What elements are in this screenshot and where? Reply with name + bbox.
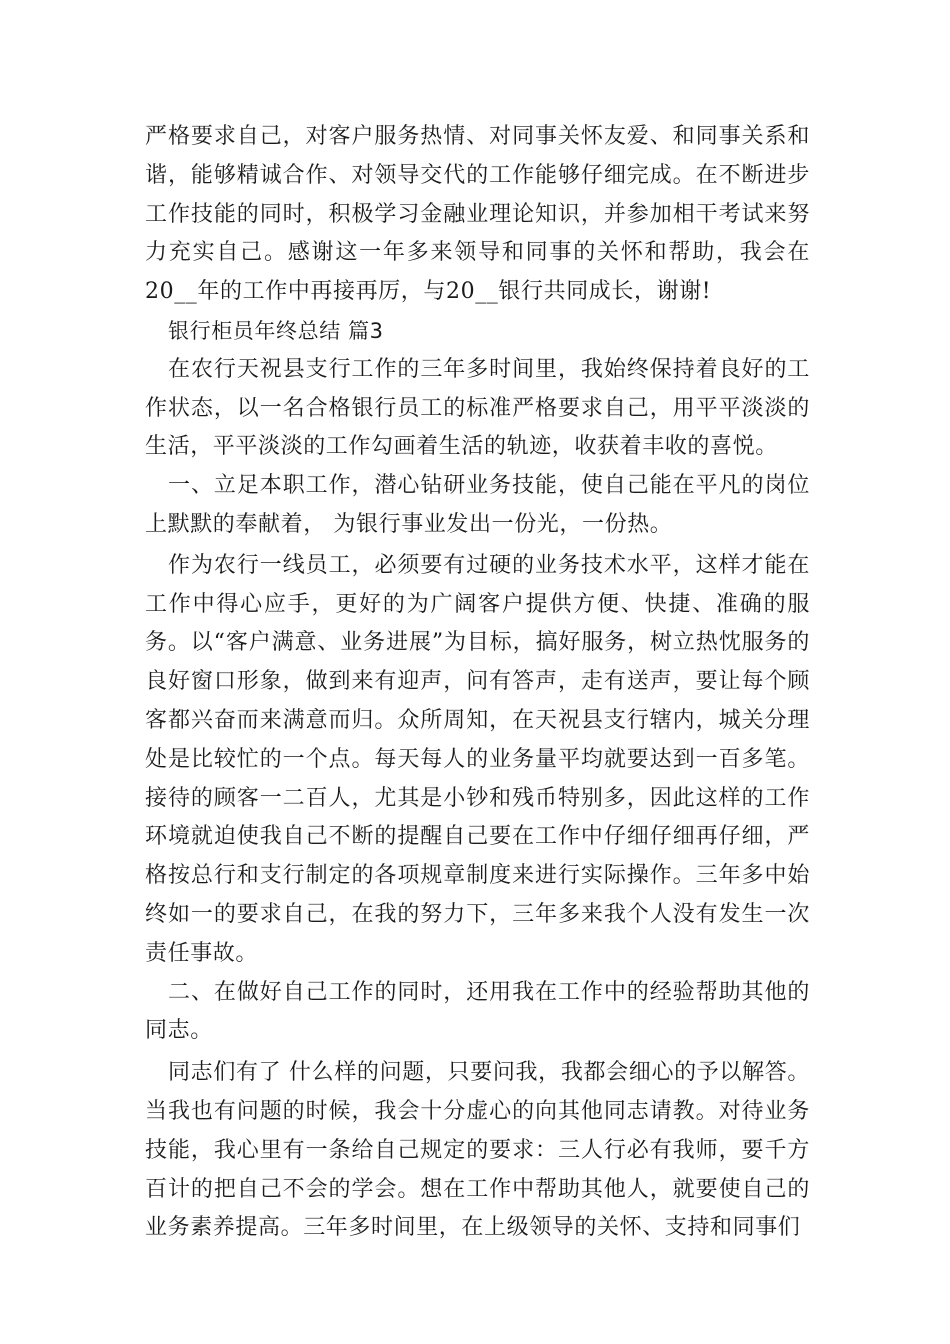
paragraph-intro: 在农行天祝县支行工作的三年多时间里，我始终保持着良好的工作状态，以一名合格银行员工的标准严格要求自己，用平平淡淡的生活，平平淡淡的工作勾画着生活的轨迹，收获着丰收的喜悦。: [145, 356, 810, 460]
document-body: [145, 118, 810, 1248]
paragraph-point-two: 二、在做好自己工作的同时，还用我在工作中的经验帮助其他的同志。: [145, 979, 810, 1044]
paragraph-helping-colleagues: 同志们有了 什么样的问题，只要问我，我都会细心的予以解答。当我也有问题的时候，我会十分虚心的向其他同志请教。对待业务技能，我心里有一条给自己规定的要求：三人行必有我师，要千方百计的把自己不会的学会。想在工作中帮助其他人，就要使自己的业务素养提高。三年多时间里，在上级领导的关怀、支持和同事们: [145, 1060, 810, 1241]
paragraph-frontline-work: 作为农行一线员工，必须要有过硬的业务技术水平，这样才能在工作中得心应手，更好的为广阔客户提供方便、快捷、准确的服务。以“客户满意、业务进展”为目标，搞好服务，树立热忱服务的良好窗口形象，做到来有迎声，问有答声，走有送声，要让每个顾客都兴奋而来满意而归。众所周知，在天祝县支行辖内，城关分理处是比较忙的一个点。每天每人的业务量平均就要达到一百多笔。接待的顾客一二百人，尤其是小钞和残币特别多，因此这样的工作环境就迫使我自己不断的提醒自己要在工作中仔细仔细再仔细，严格按总行和支行制定的各项规章制度来进行实际操作。三年多中始终如一的要求自己，在我的努力下，三年多来我个人没有发生一次责任事故。: [145, 552, 810, 966]
paragraph-closing-previous-section: 严格要求自己，对客户服务热情、对同事关怀友爱、和同事关系和谐，能够精诚合作、对领导交代的工作能够仔细完成。在不断进步工作技能的同时，积极学习金融业理论知识，并参加相干考试来努力充实自己。感谢这一年多来领导和同事的关怀和帮助，我会在20__年的工作中再接再厉，与20__银行共同成长，谢谢!: [145, 124, 810, 305]
paragraph-point-one: 一、立足本职工作，潜心钻研业务技能，使自己能在平凡的岗位上默默的奉献着， 为银行事业发出一份光，一份热。: [145, 473, 810, 537]
section-heading: 银行柜员年终总结 篇3: [168, 318, 384, 343]
